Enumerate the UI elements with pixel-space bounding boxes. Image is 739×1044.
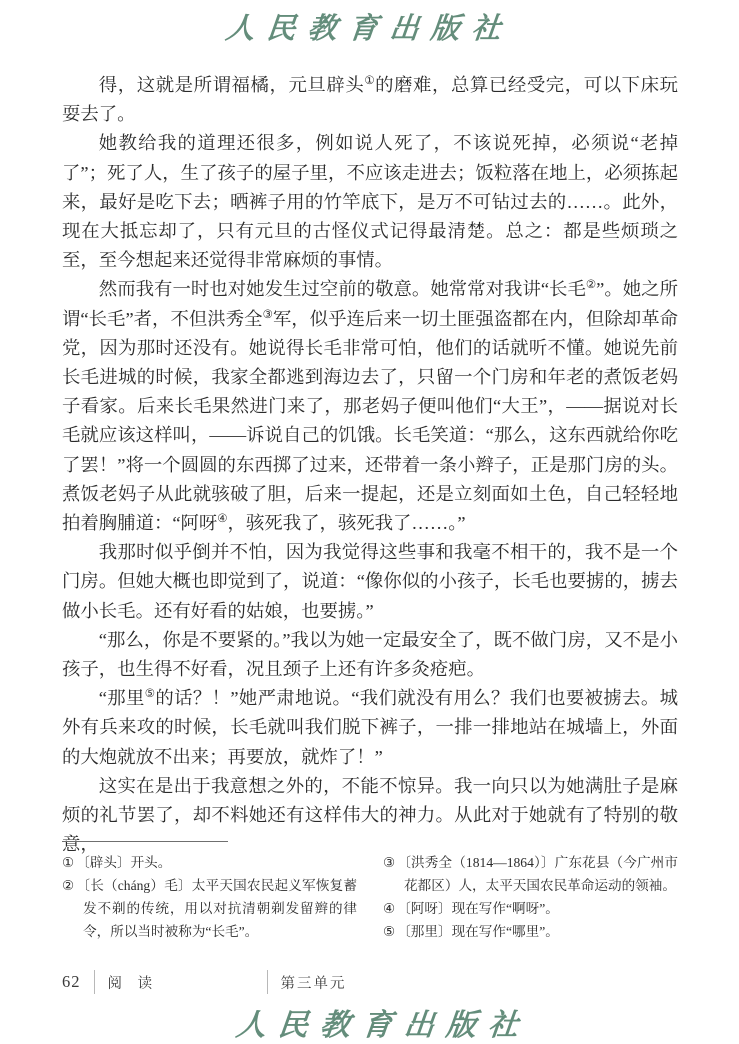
section-label: 阅 读 bbox=[107, 975, 159, 992]
footnote-marker: ④ bbox=[383, 901, 396, 916]
publisher-logo-top: 人民教育出版社 bbox=[224, 13, 515, 45]
footnote-item bbox=[383, 897, 678, 920]
footnote-item bbox=[62, 874, 357, 943]
unit-label: 第三单元 bbox=[280, 975, 347, 992]
footnote-column-left bbox=[62, 851, 357, 943]
footnote-text: 〔那里〕现在写作“哪里”。 bbox=[397, 924, 559, 939]
footnote-item bbox=[383, 851, 678, 897]
page-number: 62 bbox=[62, 972, 81, 991]
publisher-logo-bottom: 人民教育出版社 bbox=[234, 1009, 532, 1042]
paragraph: 然而我有一时也对她发生过空前的敬意。她常常对我讲“长毛②”。她之所谓“长毛”者，不但洪秀全③军，似乎连后来一切土匪强盗都在内，但除却革命党，因为那时还没有。她说得长毛非常可怕，他们的话就听不懂。她说先前长毛进城的时候，我家全都逃到海边去了，只留一个门房和年老的煮饭老妈子看家。后来长毛果然进门来了，那老妈子便叫他们“大王”，——据说对长毛就应该这样叫，——诉说自己的饥饿。长毛笑道：“那么，这东西就给你吃了罢！”将一个圆圆的东西掷了过来，还带着一条小辫子，正是那门房的头。煮饭老妈子从此就骇破了胆，后来一提起，还是立刻面如土色，自己轻轻地拍着胸脯道：“阿呀④，骇死我了，骇死我了……。” bbox=[62, 279, 679, 534]
footnote-item bbox=[62, 851, 357, 874]
footnote-text: 〔辟头〕开头。 bbox=[76, 855, 172, 870]
footnote-text: 〔洪秀全（1814—1864）〕广东花县（今广州市花都区）人，太平天国农民革命运动的领袖。 bbox=[397, 855, 678, 893]
paragraph: 我那时似乎倒并不怕，因为我觉得这些事和我毫不相干的，我不是一个门房。但她大概也即觉到了，说道：“像你似的小孩子，长毛也要掳的，掳去做小长毛。还有好看的姑娘，也要掳。” bbox=[62, 542, 678, 621]
footnotes bbox=[62, 851, 678, 943]
paragraph: 这实在是出于我意想之外的，不能不惊异。我一向只以为她满肚子是麻烦的礼节罢了，却不料她还有这样伟大的神力。从此对于她就有了特别的敬意， bbox=[62, 775, 678, 855]
footnote-text: 〔长（cháng）毛〕太平天国农民起义军恢复蓄发不剃的传统，用以对抗清朝剃发留辫的律令，所以当时被称为“长毛”。 bbox=[76, 878, 357, 939]
footnote-column-right bbox=[383, 851, 678, 943]
footnote-marker: ② bbox=[62, 878, 75, 893]
footer-divider bbox=[94, 970, 95, 994]
footnote-item bbox=[383, 920, 678, 943]
footnote-marker: ⑤ bbox=[383, 924, 396, 939]
main-text bbox=[62, 71, 678, 859]
paragraph: “那么，你是不要紧的。”我以为她一定最安全了，既不做门房，又不是小孩子，也生得不好看，况且颈子上还有许多灸疮疤。 bbox=[62, 629, 678, 680]
footnote-marker: ③ bbox=[383, 855, 396, 870]
paragraph: 她教给我的道理还很多，例如说人死了，不该说死掉，必须说“老掉了”；死了人，生了孩子的屋子里，不应该走进去；饭粒落在地上，必须拣起来，最好是吃下去；晒裤子用的竹竿底下，是万不可钻过去的……。此外，现在大抵忘却了，只有元旦的古怪仪式记得最清楚。总之：都是些烦琐之至，至今想起来还觉得非常麻烦的事情。 bbox=[62, 133, 678, 271]
paragraph: 得，这就是所谓福橘，元旦辟头①的磨难，总算已经受完，可以下床玩耍去了。 bbox=[62, 74, 678, 125]
footnote-text: 〔阿呀〕现在写作“啊呀”。 bbox=[397, 901, 559, 916]
footnote-divider bbox=[62, 841, 228, 842]
footer-divider bbox=[267, 970, 268, 994]
footnote-marker: ① bbox=[62, 855, 75, 870]
paragraph: “那里⑤的话？！”她严肃地说。“我们就没有用么？我们也要被掳去。城外有兵来攻的时候，长毛就叫我们脱下裤子，一排一排地站在城墙上，外面的大炮就放不出来；再要放，就炸了！” bbox=[62, 688, 678, 767]
page-footer bbox=[62, 969, 678, 995]
